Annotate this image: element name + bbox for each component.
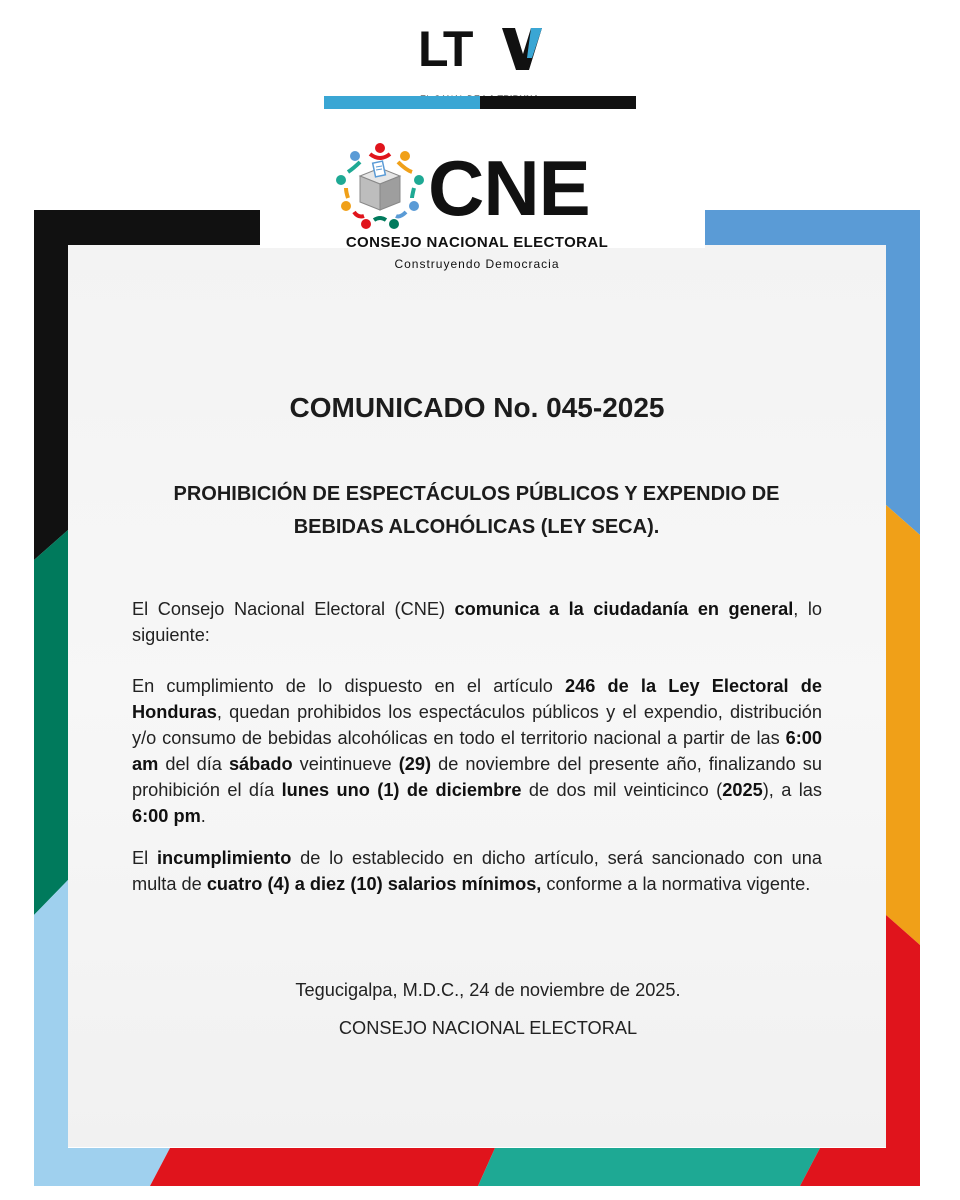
text-segment: veintinueve — [292, 754, 399, 774]
paragraph-sanction — [132, 845, 822, 897]
text-segment: El — [132, 848, 157, 868]
frame-left-green — [34, 530, 68, 915]
text-segment: ), a las — [762, 780, 823, 800]
text-segment: , quedan prohibidos los espectáculos públicos y el expendio, distribución y/o consumo de bebidas alcohólicas en todo el territorio nacional a partir de las — [132, 702, 822, 748]
frame-bottom-teal — [478, 1148, 820, 1186]
bold-segment: (29) — [398, 754, 432, 774]
bold-segment: 246 de la Ley Electoral de Honduras — [132, 676, 822, 722]
paragraph-prohibition — [132, 673, 822, 829]
text-segment: , lo siguiente: — [132, 599, 822, 645]
paragraph-intro — [132, 596, 822, 648]
bold-segment: 2025 — [722, 780, 763, 800]
bold-segment: incumplimiento — [156, 848, 292, 868]
frame-right-orange — [886, 505, 920, 945]
place-and-date: Tegucigalpa, M.D.C., 24 de noviembre de 2025. — [295, 980, 681, 1000]
subtitle-line-2: BEBIDAS ALCOHÓLICAS (LEY SECA). — [293, 516, 660, 538]
text-segment: de lo establecido en dicho artículo, será sancionado con una multa de — [132, 848, 822, 894]
cne-slogan: Construyendo Democracia — [394, 257, 560, 271]
ltv-letters: LT — [418, 21, 472, 77]
text-segment: El Consejo Nacional Electoral (CNE) — [132, 599, 455, 619]
bold-segment: 6:00 am — [132, 728, 822, 774]
bold-segment: cuatro (4) a diez (10) salarios mínimos, — [206, 874, 542, 894]
text-segment: . — [200, 806, 206, 826]
cne-full-name: CONSEJO NACIONAL ELECTORAL — [345, 234, 609, 251]
subtitle-line-1: PROHIBICIÓN DE ESPECTÁCULOS PÚBLICOS Y EXPENDIO DE — [173, 483, 780, 505]
signature: CONSEJO NACIONAL ELECTORAL — [338, 1018, 638, 1038]
text-segment: del día — [158, 754, 229, 774]
bold-segment: 6:00 pm — [132, 806, 201, 826]
text-segment: de dos mil veinticinco ( — [521, 780, 723, 800]
ballot-box-emblem-icon — [332, 140, 428, 232]
cne-logo — [332, 140, 632, 275]
text-segment: En cumplimiento de lo dispuesto en el artículo — [132, 676, 566, 696]
bold-segment: sábado — [228, 754, 293, 774]
bold-segment: comunica a la ciudadanía en general — [454, 599, 794, 619]
cne-wordmark: CNE — [428, 144, 590, 232]
text-segment: de noviembre del presente año, finalizando su prohibición el día — [132, 754, 822, 800]
document-subtitle — [130, 478, 823, 544]
text-segment: conforme a la normativa vigente. — [541, 874, 811, 894]
frame-bottom-red — [150, 1148, 495, 1186]
document-title: COMUNICADO No. 045-2025 — [289, 392, 665, 423]
bold-segment: lunes uno (1) de diciembre — [281, 780, 522, 800]
